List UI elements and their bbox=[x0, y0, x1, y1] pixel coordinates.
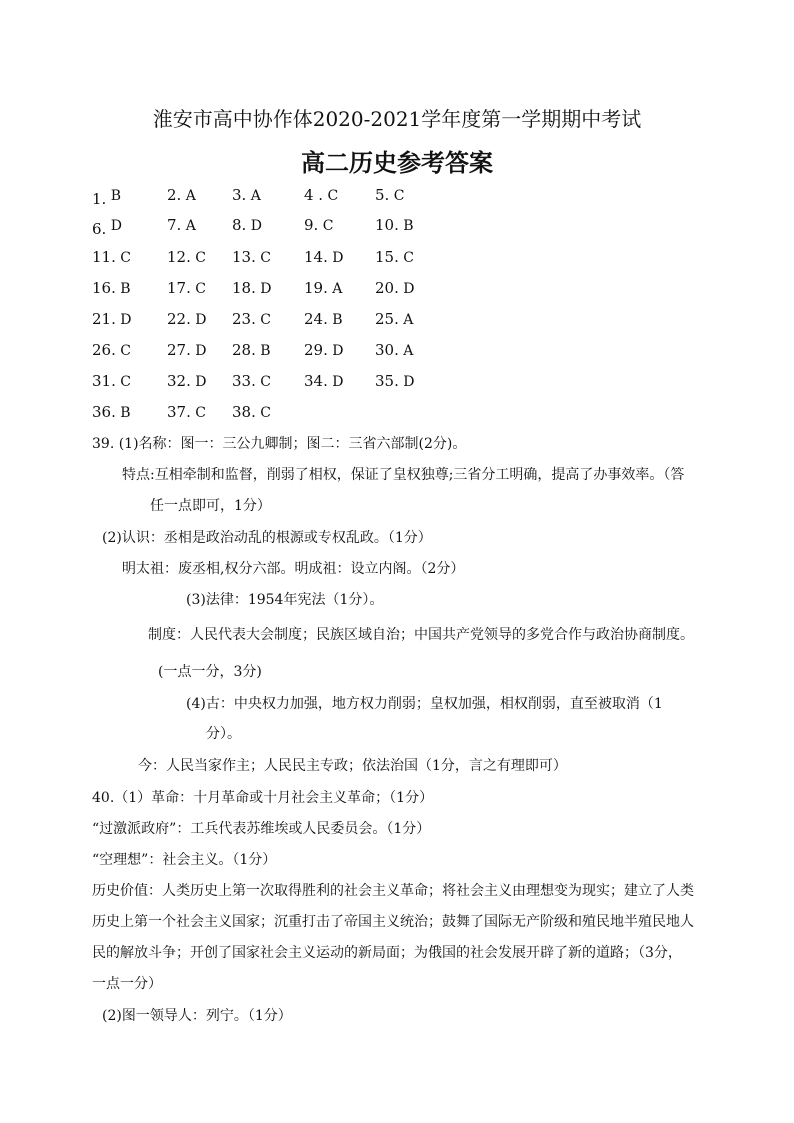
answer-letter: C bbox=[318, 218, 334, 234]
answer-letter: B bbox=[327, 312, 343, 328]
answer-item bbox=[375, 372, 415, 390]
question-number: 21. bbox=[92, 310, 116, 328]
answer-letter: C bbox=[115, 250, 132, 266]
answer-item bbox=[92, 310, 132, 328]
answer-letter: B bbox=[398, 218, 414, 234]
q40-part2: (2)图一领导人：列宁。（1分） bbox=[102, 1008, 292, 1024]
answer-item bbox=[167, 341, 207, 359]
question-number: 5. bbox=[375, 186, 390, 204]
question-number: 29. bbox=[304, 341, 328, 359]
answer-item bbox=[167, 186, 196, 204]
answer-item bbox=[92, 216, 122, 238]
question-number: 27. bbox=[167, 341, 191, 359]
question-number: 26. bbox=[92, 341, 116, 359]
question-number: 10. bbox=[375, 216, 399, 234]
answer-item bbox=[92, 279, 131, 297]
question-number: 30. bbox=[375, 341, 399, 359]
question-number: 8. bbox=[232, 216, 247, 234]
question-number: 14. bbox=[304, 248, 328, 266]
answer-item bbox=[232, 341, 271, 359]
answer-letter: D bbox=[115, 312, 132, 328]
q39-part2: (2)认识：丞相是政治动乱的根源或专权乱政。（1分） bbox=[102, 530, 432, 546]
q40-historical-value-2: 历史上第一个社会主义国家；沉重打击了帝国主义统治；鼓舞了国际无产阶级和殖民地半殖民地人 bbox=[92, 914, 694, 930]
question-number: 3. bbox=[232, 186, 247, 204]
question-number: 13. bbox=[232, 248, 256, 266]
answer-item bbox=[304, 341, 344, 359]
answer-key-title: 高二历史参考答案 bbox=[301, 148, 493, 177]
question-number: 4 . bbox=[304, 186, 324, 204]
q40-historical-value-1: 历史价值：人类历史上第一次取得胜利的社会主义革命；将社会主义由理想变为现实；建立了人类 bbox=[92, 883, 694, 899]
question-number: 12. bbox=[167, 248, 191, 266]
answer-letter: A bbox=[246, 188, 261, 204]
question-number: 16. bbox=[92, 279, 116, 297]
answer-item bbox=[304, 216, 333, 234]
answer-letter: D bbox=[327, 374, 344, 390]
q40-part1: 40.（1）革命：十月革命或十月社会主义革命；（1分） bbox=[92, 790, 434, 806]
question-number: 35. bbox=[375, 372, 399, 390]
answer-letter: B bbox=[106, 188, 122, 204]
answer-item bbox=[167, 403, 206, 421]
answer-letter: C bbox=[255, 250, 272, 266]
question-number: 36. bbox=[92, 403, 116, 421]
answer-letter: A bbox=[181, 188, 196, 204]
answer-item bbox=[92, 248, 131, 266]
q40-historical-value-4: 一点一分） bbox=[92, 976, 162, 992]
answer-item bbox=[92, 186, 122, 208]
answer-letter: C bbox=[115, 343, 132, 359]
answer-letter: A bbox=[327, 281, 343, 297]
answer-letter: C bbox=[255, 405, 272, 421]
answer-letter: C bbox=[323, 188, 339, 204]
answer-letter: C bbox=[255, 374, 272, 390]
answer-item bbox=[232, 248, 271, 266]
answer-item bbox=[167, 216, 196, 234]
answer-item bbox=[92, 341, 131, 359]
answer-item bbox=[375, 216, 414, 234]
answer-item bbox=[375, 310, 413, 328]
question-number: 11. bbox=[92, 248, 116, 266]
q40-part1-govt: “过激派政府”：工兵代表苏维埃或人民委员会。（1分） bbox=[92, 821, 431, 837]
answer-letter: A bbox=[398, 312, 414, 328]
q39-part3: (3)法律：1954年宪法（1分）。 bbox=[186, 592, 384, 608]
answer-letter: C bbox=[115, 374, 132, 390]
answer-item bbox=[92, 403, 131, 421]
answer-letter: D bbox=[246, 218, 262, 234]
q40-historical-value-3: 民的解放斗争；开创了国家社会主义运动的新局面；为俄国的社会发展开辟了新的道路；（3分， bbox=[92, 945, 682, 961]
answer-item bbox=[304, 248, 344, 266]
answer-letter: D bbox=[398, 374, 415, 390]
answer-item bbox=[92, 372, 131, 390]
question-number: 1. bbox=[92, 190, 107, 208]
answer-letter: A bbox=[181, 218, 196, 234]
q39-part4: (4)古：中央权力加强，地方权力削弱；皇权加强，相权削弱，直至被取消（1 bbox=[186, 696, 663, 712]
question-number: 31. bbox=[92, 372, 116, 390]
answer-letter: B bbox=[255, 343, 271, 359]
q39-features: 特点:互相牵制和监督，削弱了相权，保证了皇权独尊;三省分工明确，提高了办事效率。（答 bbox=[122, 467, 685, 483]
question-number: 22. bbox=[167, 310, 191, 328]
q39-part4-today: 今：人民当家作主；人民民主专政；依法治国（1分，言之有理即可） bbox=[138, 758, 567, 774]
q39-features-cont: 任一点即可，1分） bbox=[150, 498, 271, 514]
answer-letter: D bbox=[190, 374, 207, 390]
answer-item bbox=[232, 279, 272, 297]
question-number: 32. bbox=[167, 372, 191, 390]
answer-item bbox=[232, 216, 262, 234]
answer-item bbox=[304, 310, 343, 328]
question-number: 34. bbox=[304, 372, 328, 390]
answer-item bbox=[167, 248, 206, 266]
answer-letter: B bbox=[115, 405, 131, 421]
answer-letter: C bbox=[190, 250, 207, 266]
question-number: 15. bbox=[375, 248, 399, 266]
question-number: 6. bbox=[92, 220, 107, 238]
question-number: 19. bbox=[304, 279, 328, 297]
answer-letter: D bbox=[255, 281, 272, 297]
answer-item bbox=[304, 372, 344, 390]
question-number: 20. bbox=[375, 279, 399, 297]
answer-letter: C bbox=[190, 281, 207, 297]
answer-letter: B bbox=[115, 281, 131, 297]
question-number: 33. bbox=[232, 372, 256, 390]
answer-letter: C bbox=[190, 405, 207, 421]
answer-item bbox=[375, 341, 413, 359]
question-number: 28. bbox=[232, 341, 256, 359]
answer-item bbox=[304, 279, 342, 297]
answer-item bbox=[375, 279, 415, 297]
question-number: 24. bbox=[304, 310, 328, 328]
q39-part4-cont: 分）。 bbox=[206, 726, 241, 742]
question-number: 7. bbox=[167, 216, 182, 234]
answer-letter: D bbox=[190, 343, 207, 359]
answer-item bbox=[375, 186, 404, 204]
answer-letter: D bbox=[398, 281, 415, 297]
question-number: 38. bbox=[232, 403, 256, 421]
question-number: 18. bbox=[232, 279, 256, 297]
q39-part3-system: 制度：人民代表大会制度；民族区域自治；中国共产党领导的多党合作与政治协商制度。 bbox=[148, 627, 694, 643]
answer-item bbox=[232, 403, 271, 421]
question-number: 2. bbox=[167, 186, 182, 204]
q39-part1: 39. (1)名称：图一：三公九卿制；图二：三省六部制(2分)。 bbox=[92, 436, 467, 452]
q39-part2-ming: 明太祖：废丞相,权分六部。明成祖：设立内阁。（2分） bbox=[122, 561, 465, 577]
exam-title: 淮安市高中协作体2020-2021学年度第一学期期中考试 bbox=[152, 107, 642, 131]
question-number: 9. bbox=[304, 216, 319, 234]
answer-letter: D bbox=[327, 343, 344, 359]
answer-letter: C bbox=[255, 312, 272, 328]
answer-item bbox=[232, 186, 261, 204]
answer-item bbox=[167, 372, 207, 390]
q40-part1-ideal: “空理想”：社会主义。（1分） bbox=[92, 852, 277, 868]
question-number: 37. bbox=[167, 403, 191, 421]
answer-letter: D bbox=[327, 250, 344, 266]
q39-part3-score: (一点一分，3分) bbox=[158, 664, 262, 680]
answer-item bbox=[304, 186, 338, 204]
answer-letter: D bbox=[190, 312, 207, 328]
answer-letter: C bbox=[389, 188, 405, 204]
answer-item bbox=[232, 372, 271, 390]
answer-letter: C bbox=[398, 250, 415, 266]
question-number: 25. bbox=[375, 310, 399, 328]
answer-item bbox=[375, 248, 414, 266]
answer-letter: A bbox=[398, 343, 414, 359]
answer-item bbox=[167, 279, 206, 297]
question-number: 23. bbox=[232, 310, 256, 328]
answer-item bbox=[232, 310, 271, 328]
question-number: 17. bbox=[167, 279, 191, 297]
answer-item bbox=[167, 310, 207, 328]
answer-letter: D bbox=[106, 218, 122, 234]
